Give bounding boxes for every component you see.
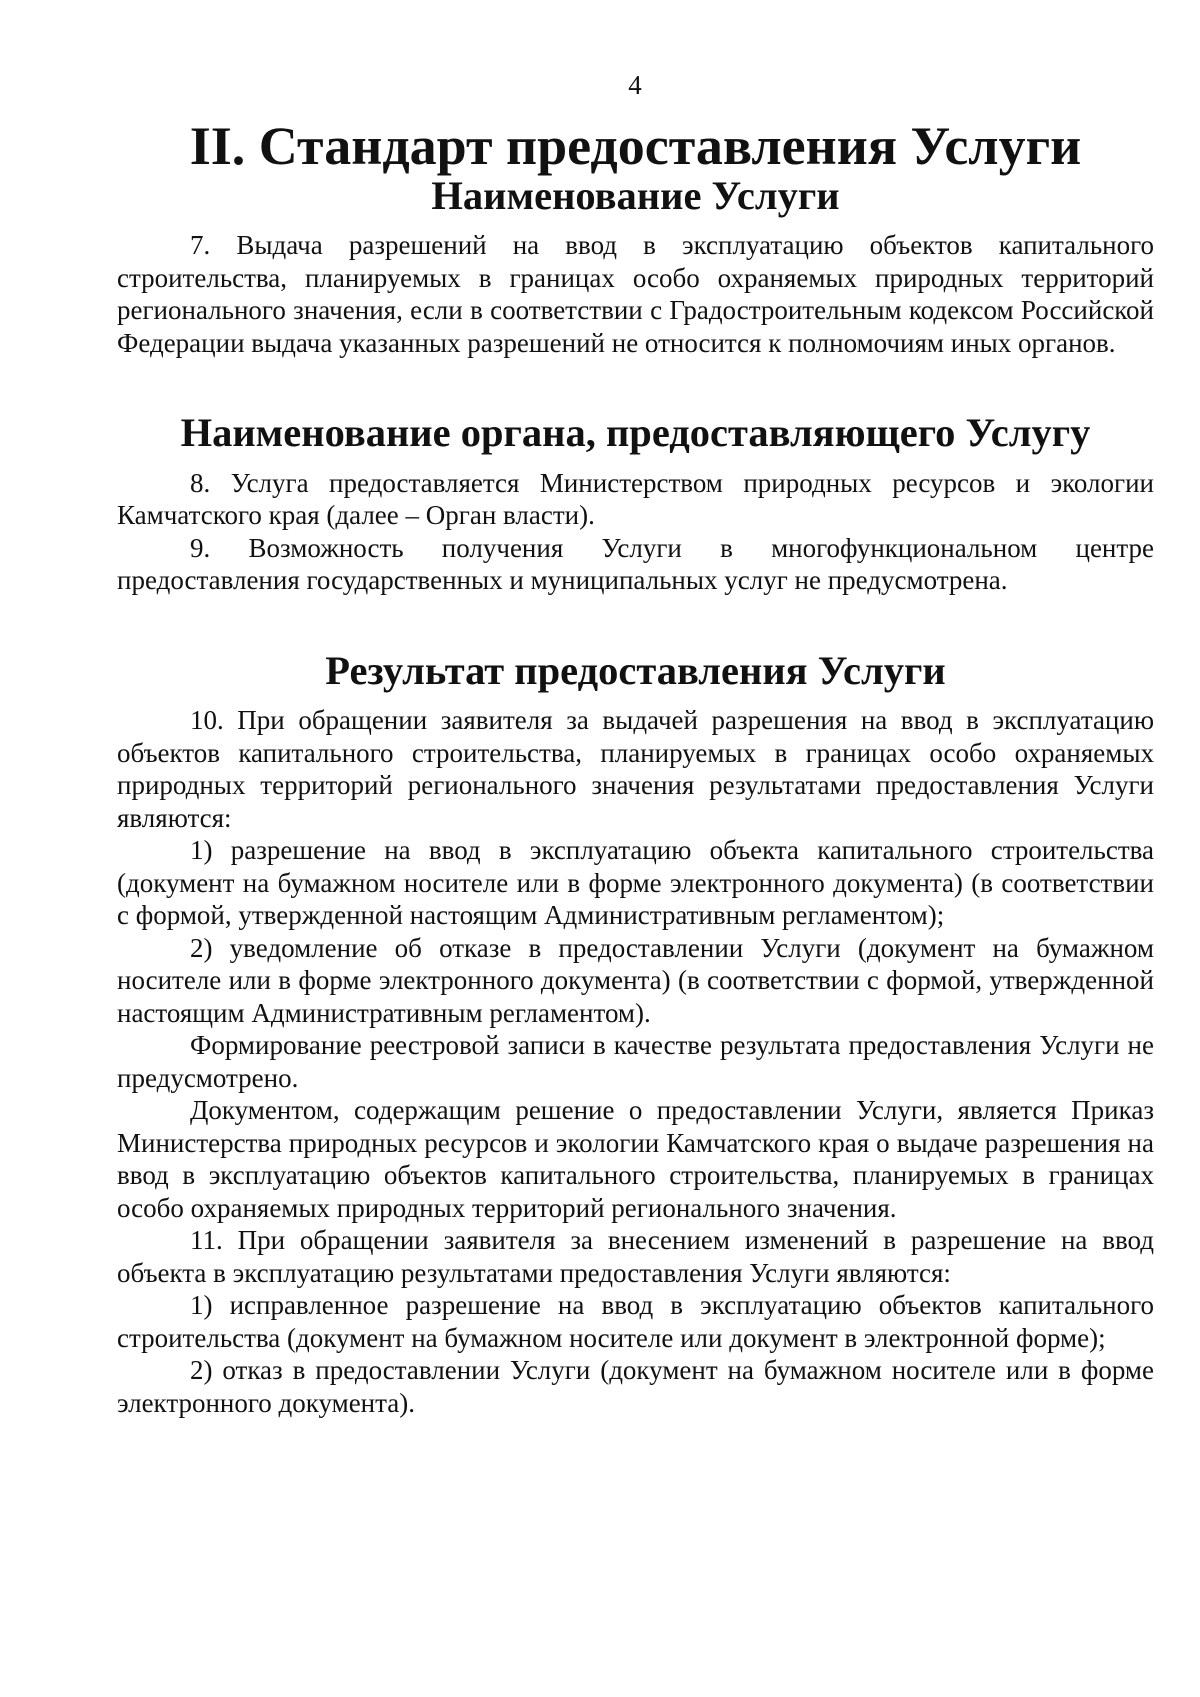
paragraph-11-item-1: 1) исправленное разрешение на ввод в эксплуатацию объектов капитального строительства (документ на бумажном носителе или документ в электронной форме); — [117, 1290, 1154, 1353]
paragraph-10-item-1: 1) разрешение на ввод в эксплуатацию объекта капитального строительства (документ на бумажном носителе или в форме электронного документа) (в соответствии с формой, утвержденной настоящим Административным регламентом); — [117, 835, 1154, 930]
document-body — [117, 116, 1154, 1419]
paragraph-10: 10. При обращении заявителя за выдачей разрешения на ввод в эксплуатацию объектов капитального строительства, планируемых в границах особо охраняемых природных территорий регионального значения результатами предоставления Услуги являются: — [117, 705, 1154, 833]
paragraph-registry-record: Формирование реестровой записи в качестве результата предоставления Услуги не предусмотрено. — [117, 1030, 1154, 1093]
section-title: II. Стандарт предоставления Услуги — [189, 116, 1082, 176]
paragraph-decision-document: Документом, содержащим решение о предоставлении Услуги, является Приказ Министерства природных ресурсов и экологии Камчатского края о выдаче разрешения на ввод в эксплуатацию объектов капитального строительства, планируемых в границах особо охраняемых природных территорий регионального значения. — [117, 1095, 1154, 1223]
heading-authority-name: Наименование органа, предоставляющего Услугу — [180, 410, 1091, 455]
heading-service-name: Наименование Услуги — [431, 172, 840, 218]
spacer — [117, 597, 1154, 655]
paragraph-11-item-2: 2) отказ в предоставлении Услуги (документ на бумажном носителе или в форме электронного документа). — [117, 1355, 1154, 1418]
paragraph-8: 8. Услуга предоставляется Министерством природных ресурсов и экологии Камчатского края (далее – Орган власти). — [117, 467, 1154, 530]
paragraph-9: 9. Возможность получения Услуги в многофункциональном центре предоставления государственных и муниципальных услуг не предусмотрена. — [117, 532, 1154, 595]
page-number: 4 — [628, 70, 642, 100]
spacer — [117, 359, 1154, 417]
heading-service-result: Результат предоставления Услуги — [325, 647, 946, 693]
paragraph-10-item-2: 2) уведомление об отказе в предоставлении Услуги (документ на бумажном носителе или в форме электронного документа) (в соответствии с формой, утвержденной настоящим Административным регламентом). — [117, 932, 1154, 1028]
paragraph-11: 11. При обращении заявителя за внесением изменений в разрешение на ввод объекта в эксплуатацию результатами предоставления Услуги являются: — [117, 1225, 1154, 1288]
paragraph-7: 7. Выдача разрешений на ввод в эксплуатацию объектов капитального строительства, планируемых в границах особо охраняемых природных территорий регионального значения, если в соответствии с Градостроительным кодексом Российской Федерации выдача указанных разрешений не относится к полномочиям иных органов. — [117, 230, 1154, 358]
